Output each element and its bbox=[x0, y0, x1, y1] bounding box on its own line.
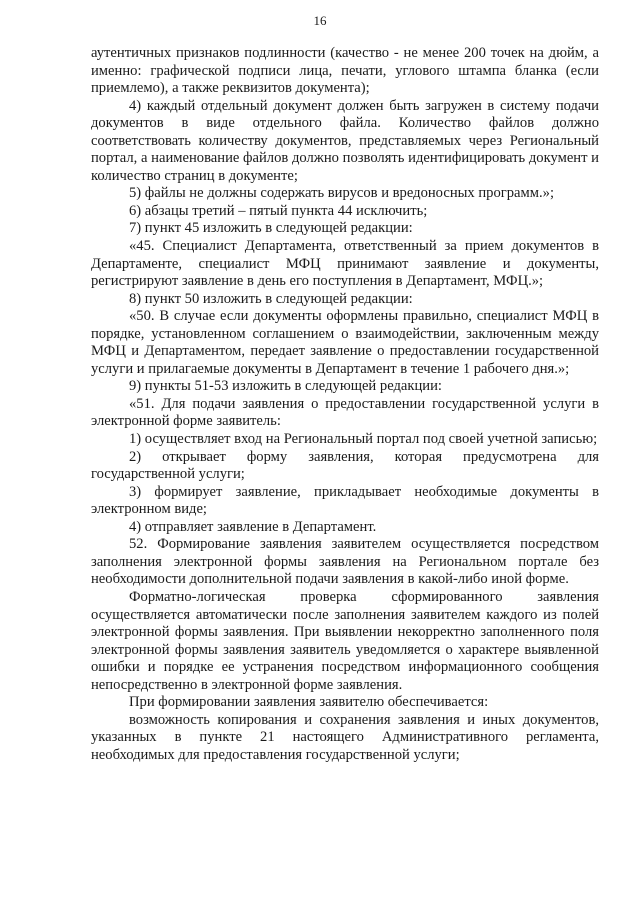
paragraph: Форматно-логическая проверка сформированного заявления осуществляется автоматически после заполнения заявителем каждого из полей электронной формы заявления. При выявлении некорректно заполненного поля электронной формы заявления заявитель уведомляется о характере выявленной ошибки и порядке ее устранения посредством информационного сообщения непосредственно в электронной форме заявления. bbox=[91, 588, 599, 693]
paragraph: 2) открывает форму заявления, которая предусмотрена для государственной услуги; bbox=[91, 448, 599, 483]
paragraph: 3) формирует заявление, прикладывает необходимые документы в электронном виде; bbox=[91, 483, 599, 518]
paragraph: 4) каждый отдельный документ должен быть загружен в систему подачи документов в виде отдельного файла. Количество файлов должно соответствовать количеству документов, представляемых через Региональный портал, а наименование файлов должно позволять идентифицировать документ и количество страниц в документе; bbox=[91, 97, 599, 184]
paragraph: аутентичных признаков подлинности (качество - не менее 200 точек на дюйм, а именно: графической подписи лица, печати, углового штампа бланка (если приемлемо), а также реквизитов документа); bbox=[91, 45, 599, 97]
paragraph: 1) осуществляет вход на Региональный портал под своей учетной записью; bbox=[129, 431, 598, 448]
paragraph: 7) пункт 45 изложить в следующей редакции: bbox=[129, 220, 413, 237]
paragraph: «51. Для подачи заявления о предоставлении государственной услуги в электронной форме заявитель: bbox=[91, 395, 599, 430]
paragraph: 8) пункт 50 изложить в следующей редакции: bbox=[129, 290, 413, 307]
paragraph: 6) абзацы третий – пятый пункта 44 исключить; bbox=[129, 202, 428, 219]
paragraph: «45. Специалист Департамента, ответственный за прием документов в Департаменте, специалист МФЦ принимают заявление и документы, регистрируют заявление в день его поступления в Департамент, МФЦ.»; bbox=[91, 238, 599, 290]
paragraph: 4) отправляет заявление в Департамент. bbox=[129, 518, 377, 535]
paragraph: 5) файлы не должны содержать вирусов и вредоносных программ.»; bbox=[129, 185, 555, 202]
paragraph: «50. В случае если документы оформлены правильно, специалист МФЦ в порядке, установленном соглашением о взаимодействии, заключенным между МФЦ и Департаментом, передает заявление о предоставлении государственной услуги и прилагаемые документы в Департамент в течение 1 рабочего дня.»; bbox=[91, 308, 599, 377]
page-number: 16 bbox=[313, 13, 327, 28]
paragraph: 9) пункты 51-53 изложить в следующей редакции: bbox=[129, 378, 442, 395]
document-body bbox=[91, 45, 599, 764]
paragraph: При формировании заявления заявителю обеспечивается: bbox=[129, 694, 489, 711]
paragraph: 52. Формирование заявления заявителем осуществляется посредством заполнения электронной формы заявления на Региональном портале без необходимости дополнительной подачи заявления в какой-либо иной форме. bbox=[91, 536, 599, 588]
paragraph: возможность копирования и сохранения заявления и иных документов, указанных в пункте 21 настоящего Административного регламента, необходимых для предоставления государственной услуги; bbox=[91, 711, 599, 763]
